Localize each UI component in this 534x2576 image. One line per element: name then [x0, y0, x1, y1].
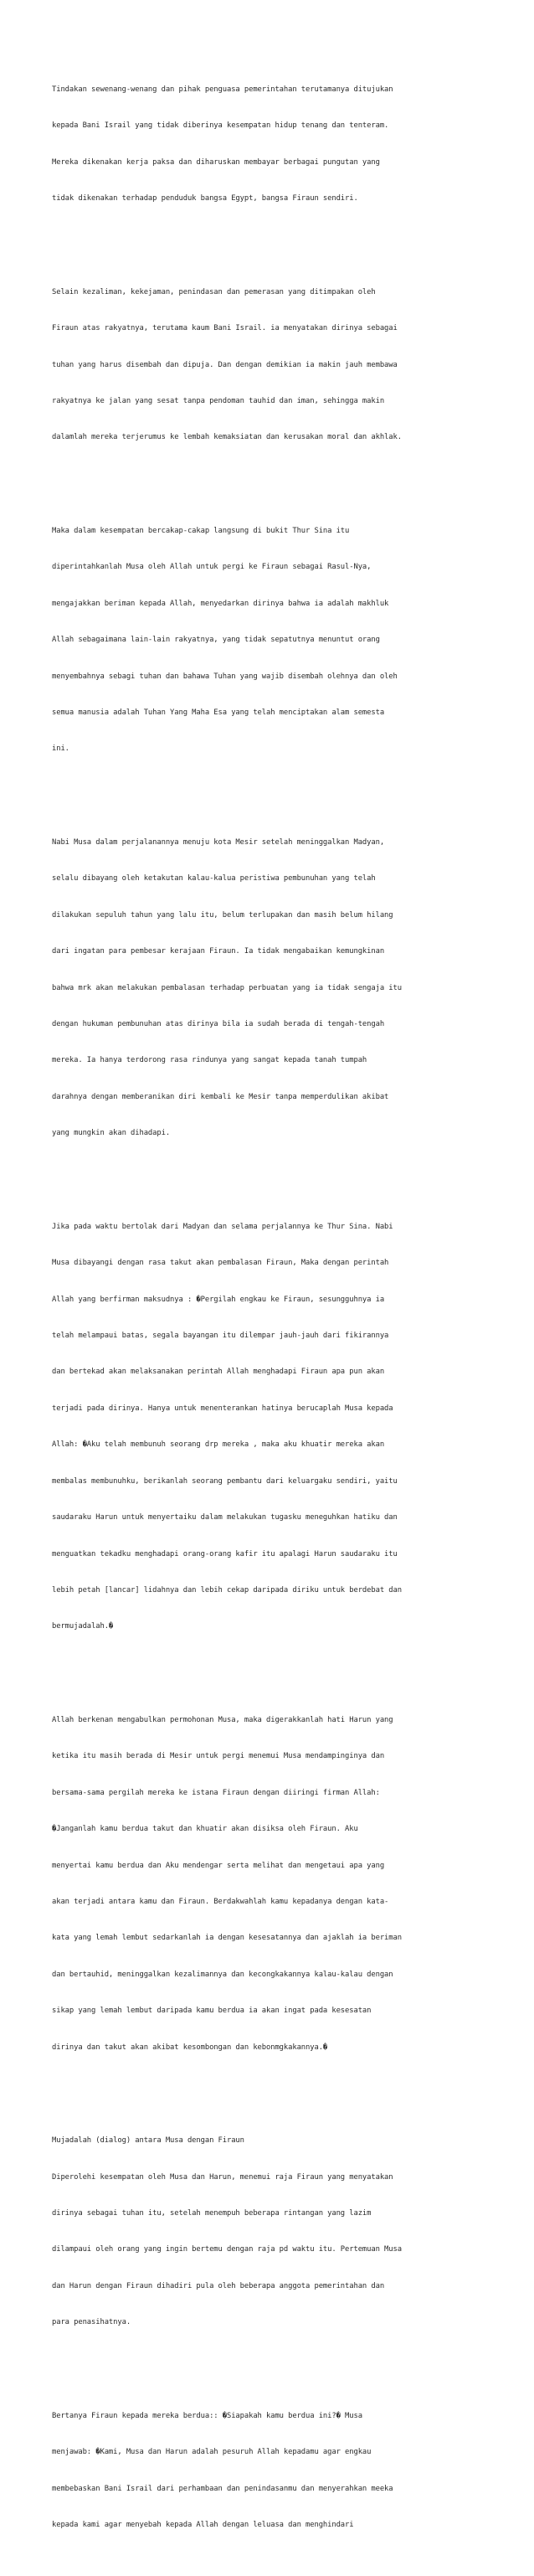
text-line: Bertanya Firaun kepada mereka berdua:: �Siapakah kamu berdua ini?� Musa: [52, 2411, 362, 2420]
text-line: tuhan yang harus disembah dan dipuja. Dan dengan demikian ia makin jauh membawa: [52, 360, 398, 369]
text-line: dilakukan sepuluh tahun yang lalu itu, belum terlupakan dan masih belum hilang: [52, 910, 393, 920]
text-line: Allah: �Aku telah membunuh seorang drp mereka , maka aku khuatir mereka akan: [52, 1440, 385, 1450]
paragraph-6: [52, 1690, 495, 2078]
text-line: bermujadalah.�: [52, 1622, 114, 1631]
text-line: mengajakkan beriman kepada Allah, menyedarkan dirinya bahwa ia adalah makhluk: [52, 599, 389, 608]
text-line: Firaun atas rakyatnya, terutama kaum Bani Israil. ia menyatakan dirinya sebagai: [52, 324, 398, 333]
section-heading: Mujadalah (dialog) antara Musa dengan Firaun: [52, 2136, 244, 2146]
text-line: bersama-sama pergilah mereka ke istana Firaun dengan diiringi firman Allah:: [52, 1788, 380, 1797]
text-line: dan bertauhid, meninggalkan kezalimannya dan kecongkakannya kalau-kalau dengan: [52, 1970, 393, 1979]
text-line: dilampaui oleh orang yang ingin bertemu dengan raja pd waktu itu. Pertemuan Musa: [52, 2245, 402, 2254]
text-line: selalu dibayang oleh ketakutan kalau-kalua peristiwa pembunuhan yang telah: [52, 874, 376, 884]
text-line: menyembahnya sebagi tuhan dan bahawa Tuhan yang wajib disembah olehnya dan oleh: [52, 672, 398, 681]
text-line: ini.: [52, 744, 69, 754]
paragraph-2: [52, 262, 495, 468]
text-line: diperintahkanlah Musa oleh Allah untuk pergi ke Firaun sebagai Rasul-Nya,: [52, 563, 372, 572]
text-line: kepada kami agar menyebah kepada Allah dengan leluasa dan menghindari: [52, 2521, 354, 2529]
text-line: �Janganlah kamu berdua takut dan khuatir akan disiksa oleh Firaun. Aku: [52, 1825, 358, 1834]
text-line: dari ingatan para pembesar kerajaan Firaun. Ia tidak mengabaikan kemungkinan: [52, 947, 385, 956]
paragraph-7: [52, 2110, 495, 2353]
text-line: membebaskan Bani Israil dari perhambaan dan penindasanmu dan menyerahkan meeka: [52, 2484, 393, 2493]
paragraph-1: [52, 59, 495, 229]
text-line: bahwa mrk akan melakukan pembalasan terhadap perbuatan yang ia tidak sengaja itu: [52, 983, 402, 992]
text-line: akan terjadi antara kamu dan Firaun. Berdakwahlah kamu kepadanya dengan kata-: [52, 1898, 389, 1906]
text-line: dan Harun dengan Firaun dihadiri pula oleh beberapa anggota pemerintahan dan: [52, 2281, 385, 2290]
text-line: Musa dibayangi dengan rasa takut akan pembalasan Firaun, Maka dengan perintah: [52, 1259, 389, 1268]
text-line: ketika itu masih berada di Mesir untuk pergi menemui Musa mendampinginya dan: [52, 1752, 385, 1761]
paragraph-4: [52, 812, 495, 1164]
text-line: tidak dikenakan terhadap penduduk bangsa Egypt, bangsa Firaun sendiri.: [52, 194, 358, 204]
text-line: terjadi pada dirinya. Hanya untuk menenterankan hatinya berucaplah Musa kepada: [52, 1404, 393, 1413]
text-line: Allah yang berfirman maksudnya : �Pergilah engkau ke Firaun, sesungguhnya ia: [52, 1295, 385, 1304]
text-line: Tindakan sewenang-wenang dan pihak penguasa pemerintahan terutamanya ditujukan: [52, 85, 393, 94]
text-line: kata yang lemah lembut sedarkanlah ia dengan kesesatannya dan ajaklah ia beriman: [52, 1934, 402, 1943]
text-line: Mereka dikenakan kerja paksa dan diharuskan membayar berbagai pungutan yang: [52, 157, 380, 167]
text-line: semua manusia adalah Tuhan Yang Maha Esa yang telah menciptakan alam semesta: [52, 708, 385, 717]
text-line: menyertai kamu berdua dan Aku mendengar serta melihat dan mengetaui apa yang: [52, 1861, 385, 1870]
text-line: Allah sebagaimana lain-lain rakyatnya, yang tidak sepatutnya menuntut orang: [52, 636, 380, 645]
document-page: [52, 35, 495, 2576]
text-line: Diperolehi kesempatan oleh Musa dan Harun, menemui raja Firaun yang menyatakan: [52, 2172, 393, 2182]
text-line: para penasihatnya.: [52, 2318, 131, 2327]
text-line: menguatkan tekadku menghadapi orang-orang kafir itu apalagi Harun saudaraku itu: [52, 1549, 398, 1558]
paragraph-8: [52, 2386, 495, 2556]
text-line: Allah berkenan mengabulkan permohonan Musa, maka digerakkanlah hati Harun yang: [52, 1715, 393, 1724]
text-line: Maka dalam kesempatan bercakap-cakap langsung di bukit Thur Sina itu: [52, 526, 350, 535]
text-line: dan bertekad akan melaksanakan perintah Allah menghadapi Firaun apa pun akan: [52, 1368, 385, 1377]
text-line: dalamlah mereka terjerumus ke lembah kemaksiatan dan kerusakan moral dan akhlak.: [52, 433, 402, 442]
text-line: darahnya dengan memberanikan diri kembali ke Mesir tanpa memperdulikan akibat: [52, 1092, 389, 1101]
text-line: yang mungkin akan dihadapi.: [52, 1129, 171, 1138]
text-line: mereka. Ia hanya terdorong rasa rindunya yang sangat kepada tanah tumpah: [52, 1056, 367, 1065]
text-line: dirinya dan takut akan akibat kesombongan dan kebonmgkakannya.�: [52, 2043, 328, 2052]
text-line: Jika pada waktu bertolak dari Madyan dan selama perjalannya ke Thur Sina. Nabi: [52, 1222, 393, 1231]
text-line: rakyatnya ke jalan yang sesat tanpa pendoman tauhid dan iman, sehingga makin: [52, 396, 385, 405]
text-line: lebih petah [lancar] lidahnya dan lebih cekap daripada diriku untuk berdebat dan: [52, 1586, 402, 1595]
text-line: dengan hukuman pembunuhan atas dirinya bila ia sudah berada di tengah-tengah: [52, 1019, 385, 1028]
text-line: dirinya sebagai tuhan itu, setelah menempuh beberapa rintangan yang lazim: [52, 2209, 372, 2218]
text-line: kepada Bani Israil yang tidak diberinya kesempatan hidup tenang dan tenteram.: [52, 121, 389, 131]
text-line: menjawab: �Kami, Musa dan Harun adalah pesuruh Allah kepadamu agar engkau: [52, 2448, 372, 2457]
paragraph-3: [52, 501, 495, 780]
text-line: Selain kezaliman, kekejaman, penindasan dan pemerasan yang ditimpakan oleh: [52, 287, 376, 296]
paragraph-5: [52, 1197, 495, 1657]
text-line: sikap yang lemah lembut daripada kamu berdua ia akan ingat pada kesesatan: [52, 2007, 372, 2016]
text-line: membalas membunuhku, berikanlah seorang pembantu dari keluargaku sendiri, yaitu: [52, 1476, 398, 1486]
text-line: saudaraku Harun untuk menyertaiku dalam melakukan tugasku meneguhkan hatiku dan: [52, 1513, 398, 1522]
text-line: telah melampaui batas, segala bayangan itu dilempar jauh-jauh dari fikirannya: [52, 1331, 389, 1340]
text-line: Nabi Musa dalam perjalanannya menuju kota Mesir setelah meninggalkan Madyan,: [52, 837, 385, 847]
